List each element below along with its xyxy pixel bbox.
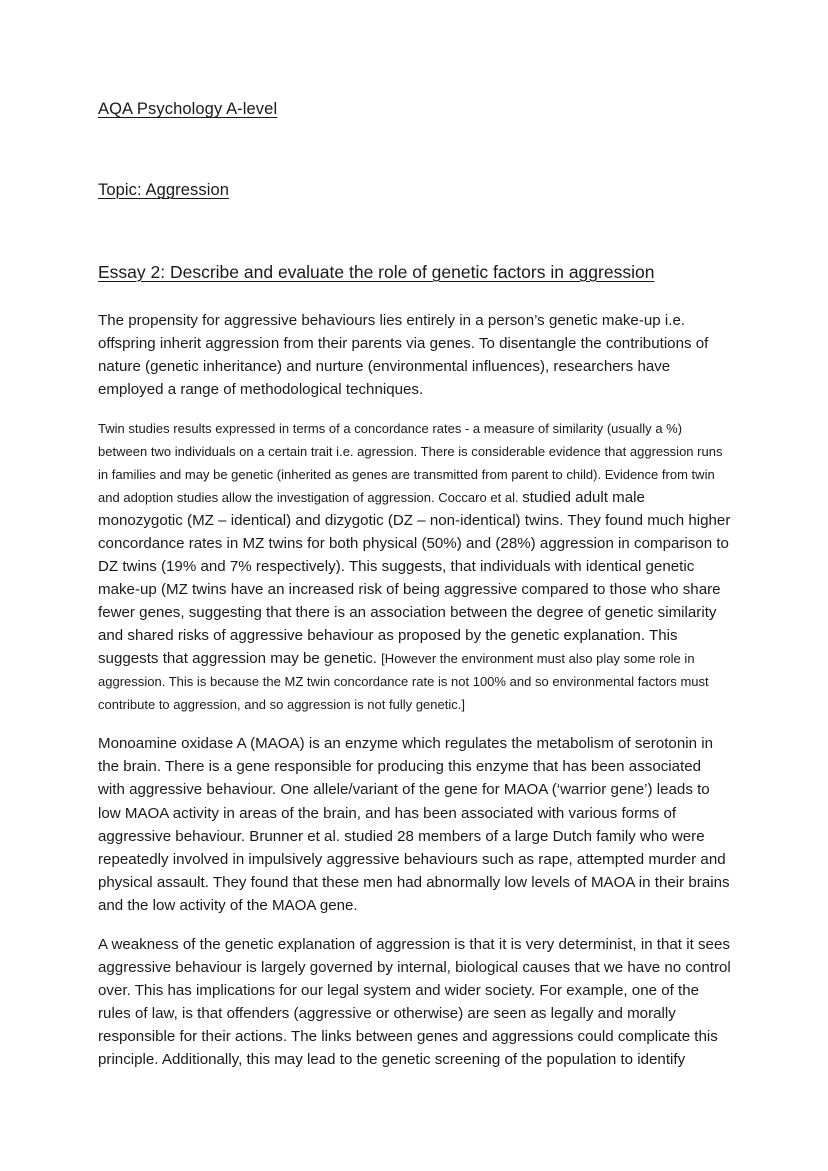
paragraph-twin-studies	[98, 417, 732, 716]
twin-studies-bracket-note: [However the environment must also play some role in aggression. This is because the MZ twin concordance rate is not 100% and so environmental factors must contribute to aggression, and so aggression is not fully genetic.]	[98, 651, 709, 713]
document-body	[98, 98, 732, 1071]
paragraph-determinism	[98, 933, 732, 1071]
essay-title	[98, 258, 732, 286]
paragraph-maoa	[98, 732, 732, 916]
course-heading-text: AQA Psychology A-level	[98, 100, 278, 118]
twin-studies-main-text: studied adult male monozygotic (MZ – identical) and dizygotic (DZ – non-identical) twins. They found much higher concordance rates in MZ twins for both physical (50%) and (28%) aggression in comparison to DZ twins (19% and 7% respectively). This suggests, that individuals with identical genetic make-up (MZ twins have an increased risk of being aggressive compared to those who share fewer genes, suggesting that there is an association between the degree of genetic similarity and shared risks of aggressive behaviour as proposed by the genetic explanation. This suggests that aggression may be genetic.	[98, 489, 731, 668]
paragraph-intro-text: The propensity for aggressive behaviours lies entirely in a person’s genetic make-up i.e. offspring inherit aggression from their parents via genes. To disentangle the contributions of nature (genetic inheritance) and nurture (environmental influences), researchers have employed a range of methodological techniques.	[98, 312, 709, 399]
paragraph-maoa-text: Monoamine oxidase A (MAOA) is an enzyme which regulates the metabolism of serotonin in the brain. There is a gene responsible for producing this enzyme that has been associated with aggressive behaviour. One allele/variant of the gene for MAOA (‘warrior gene’) leads to low MAOA activity in areas of the brain, and has been associated with various forms of aggressive behaviour. Brunner et al. studied 28 members of a large Dutch family who were repeatedly involved in impulsively aggressive behaviours such as rape, attempted murder and physical assault. They found that these men had abnormally low levels of MAOA in their brains and the low activity of the MAOA gene.	[98, 735, 730, 914]
paragraph-determinism-text: A weakness of the genetic explanation of aggression is that it is very determinist, in that it sees aggressive behaviour is largely governed by internal, biological causes that we have no control over. This has implications for our legal system and wider society. For example, one of the rules of law, is that offenders (aggressive or otherwise) are seen as legally and morally responsible for their actions. The links between genes and aggressions could complicate this principle. Additionally, this may lead to the genetic screening of the population to identify	[98, 935, 731, 1068]
twin-studies-lead-text: Twin studies results expressed in terms of a concordance rates - a measure of similarity (usually a %) between two individuals on a certain trait i.e. agression. There is considerable evidence that aggression runs in families and may be genetic (inherited as genes are transmitted from parent to child). Evidence from twin and adoption studies allow the investigation of aggression. Coccaro et al.	[98, 421, 723, 506]
essay-title-text: Essay 2: Describe and evaluate the role of genetic factors in aggression	[98, 261, 655, 282]
title-body-spacer	[98, 286, 732, 309]
topic-heading-text: Topic: Aggression	[98, 180, 230, 199]
paragraph-intro	[98, 309, 732, 401]
heading-spacer-two	[98, 203, 732, 258]
topic-heading	[98, 179, 732, 203]
course-heading	[98, 98, 732, 122]
heading-spacer-one	[98, 122, 732, 179]
